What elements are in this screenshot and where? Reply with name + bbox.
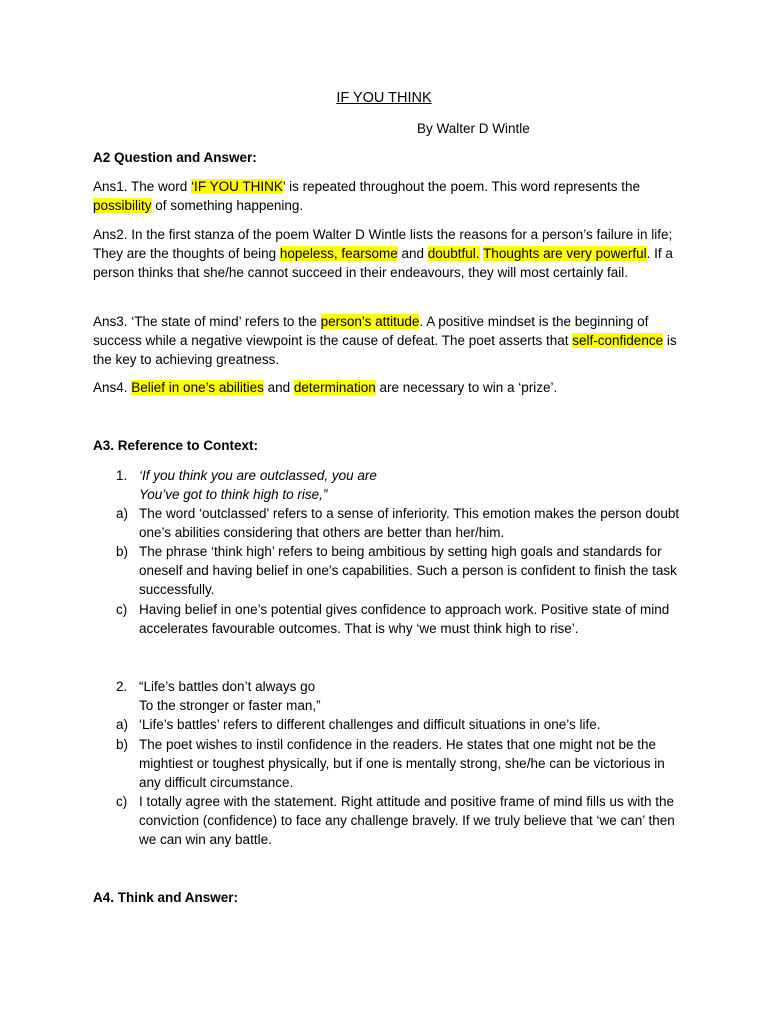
context-item: I totally agree with the statement. Right attitude and positive frame of mind fills us with the conviction (confidence) to face any challenge bravely. If we truly believe that ‘we can’ then we can win any battle. [139,794,675,848]
context-item-marker: b) [116,544,129,559]
highlighted-text: possibility [93,198,152,214]
answer-text: . If a person thinks that she/he cannot succeed in their endeavours, they will most certainly fail. [93,246,673,281]
answer-ans2 [93,225,683,283]
context-item-marker: b) [116,737,129,752]
section-heading-a4: A4. Think and Answer: [93,890,239,905]
answer-ans3 [93,312,683,370]
context-quote-line: ‘If you think you are outclassed, you are [139,468,377,483]
highlighted-text: ‘IF YOU THINK [191,179,283,194]
answer-text: . A positive mindset is the beginning of success while a negative viewpoint is the cause of defeat. The poet asserts that [93,314,649,349]
answer-ans4 [93,378,683,397]
context-item: Having belief in one’s potential gives confidence to approach work. Positive state of mind accelerates favourable outcomes. That is why ‘we must think high to rise’. [139,602,670,637]
highlighted-text: Belief in one’s abilities [131,380,264,395]
section-heading-a2: A2 Question and Answer: [93,150,257,165]
highlighted-text: Thoughts are very powerful [483,246,647,262]
answer-text: Ans1. The word [93,179,192,194]
context-item-marker: a) [116,506,129,521]
answer-text: ’ is repeated throughout the poem. This word represents the [282,179,641,194]
context-item: The phrase ‘think high’ refers to being ambitious by setting high goals and standards for oneself and having belief in one’s capabilities. Such a person is confident to finish the task successfully. [139,544,677,598]
highlighted-text: doubtful. [427,246,480,262]
highlighted-text: person’s attitude [320,314,420,329]
answer-text: Ans4. [93,380,132,395]
context-item: The poet wishes to instil confidence in the readers. He states that one might not be the mightiest or toughest physically, but if one is mentally strong, she/he can be victorious in any difficult circumstance. [139,737,665,791]
highlighted-text: determination [293,380,376,395]
context-quote-line: “Life’s battles don’t always go [139,679,316,694]
context-item-marker: c) [116,602,128,617]
section-heading-a3: A3. Reference to Context: [93,438,259,453]
context-item-marker: c) [116,794,128,809]
context-quote-line: To the stronger or faster man,” [139,698,321,713]
context-number: 2. [116,679,128,694]
context-number: 1. [116,468,128,483]
answer-text: are necessary to win a ‘prize’. [375,380,558,395]
context-item: ‘Life’s battles’ refers to different challenges and difficult situations in one’s life. [139,717,601,732]
author-byline: By Walter D Wintle [417,121,530,136]
highlighted-text: hopeless, fearsome [279,246,398,262]
context-quote-line: You’ve got to think high to rise,” [139,487,328,502]
answer-text: Ans2. In the first stanza of the poem Walter D Wintle lists the reasons for a person’s failure in life; They are the thoughts of being [93,227,673,262]
answer-text: of something happening. [151,198,304,214]
answer-text: Ans3. ‘The state of mind’ refers to the [93,314,321,329]
answer-text: and [397,246,428,262]
answer-ans1 [93,177,683,215]
answer-text: and [263,380,294,395]
document-title: IF YOU THINK [336,90,432,106]
answer-text: is the key to achieving greatness. [93,333,677,368]
context-item: The word ‘outclassed' refers to a sense of inferiority. This emotion makes the person doubt one’s abilities considering that others are better than her/him. [139,506,680,541]
context-item-marker: a) [116,717,129,732]
highlighted-text: self-confidence [572,333,664,349]
